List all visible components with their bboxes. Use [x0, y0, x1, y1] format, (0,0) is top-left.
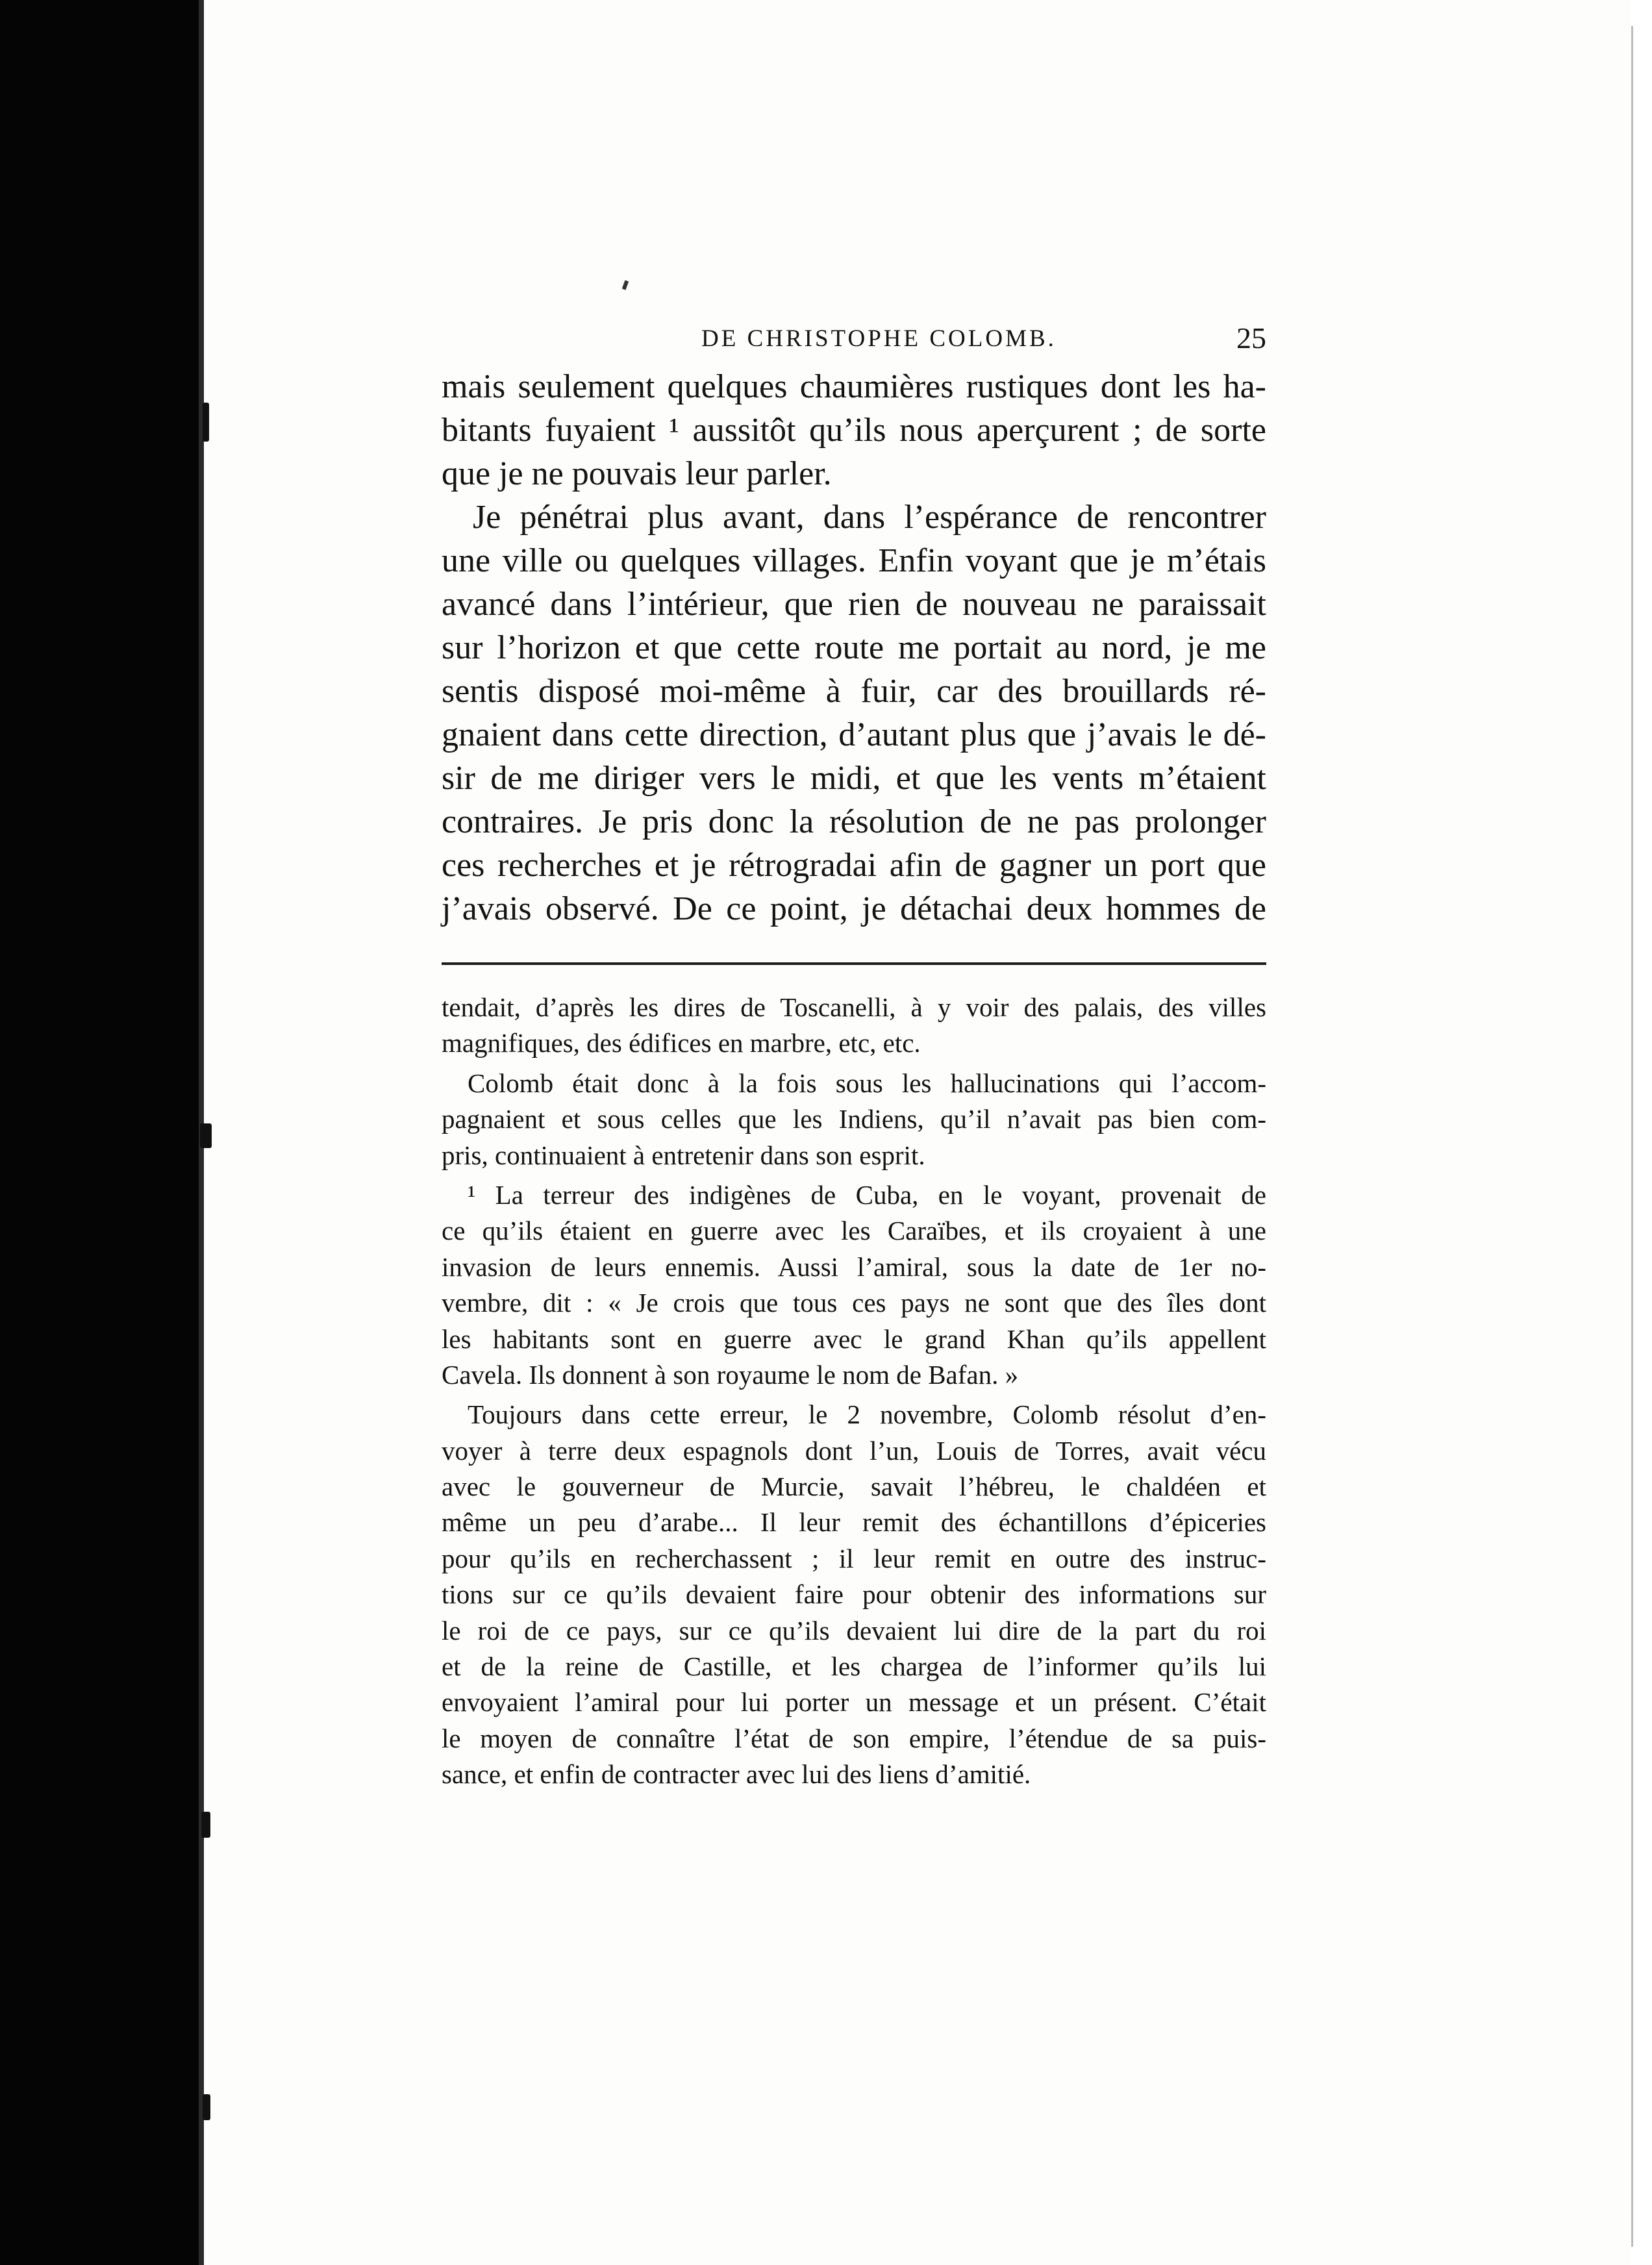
- footnote-line: pour qu’ils en recherchassent ; il leur remit en outre des instruc-: [442, 1543, 1266, 1573]
- footnote-line: et de la reine de Castille, et les chargea de l’informer qu’ils lui: [442, 1651, 1266, 1682]
- main-text-line: mais seulement quelques chaumières rustiques dont les ha-: [442, 368, 1266, 405]
- footnote-line: tions sur ce qu’ils devaient faire pour obtenir des informations sur: [442, 1579, 1266, 1610]
- main-text-line: que je ne pouvais leur parler.: [442, 455, 832, 492]
- main-text-line: j’avais observé. De ce point, je détachai deux hommes de: [442, 890, 1266, 927]
- main-text-line: bitants fuyaient ¹ aussitôt qu’ils nous aperçurent ; de sorte: [442, 412, 1266, 449]
- footnote-line: invasion de leurs ennemis. Aussi l’amiral, sous la date de 1er no-: [442, 1251, 1266, 1282]
- footnote-line: ce qu’ils étaient en guerre avec les Caraïbes, et ils croyaient à une: [442, 1216, 1266, 1246]
- main-text-line: contraires. Je pris donc la résolution de ne pas prolonger: [442, 803, 1266, 840]
- footnote-line: les habitants sont en guerre avec le grand Khan qu’ils appellent: [442, 1323, 1266, 1354]
- footnote-line: envoyaient l’amiral pour lui porter un message et un présent. C’était: [442, 1687, 1266, 1718]
- stray-ink-mark: [622, 280, 629, 290]
- binding-mark-2: [200, 1123, 212, 1148]
- footnote-line: ¹ La terreur des indigènes de Cuba, en le voyant, provenait de: [468, 1179, 1266, 1210]
- main-text-line: avancé dans l’intérieur, que rien de nouveau ne paraissait: [442, 586, 1266, 623]
- footnote-line: avec le gouverneur de Murcie, savait l’hébreu, le chaldéen et: [442, 1471, 1266, 1502]
- main-text: [442, 365, 1266, 931]
- main-text-line: une ville ou quelques villages. Enfin voyant que je m’étais: [442, 542, 1266, 579]
- footnote-line: Colomb était donc à la fois sous les hallucinations qui l’accom-: [468, 1068, 1266, 1098]
- main-text-line: sur l’horizon et que cette route me portait au nord, je me: [442, 629, 1266, 666]
- footnotes: [442, 990, 1266, 1793]
- footnote-line: magnifiques, des édifices en marbre, etc, etc.: [442, 1028, 921, 1058]
- footnote-line: pagnaient et sous celles que les Indiens, qu’il n’avait pas bien com-: [442, 1104, 1266, 1134]
- footnote-line: vembre, dit : « Je crois que tous ces pays ne sont que des îles dont: [442, 1288, 1266, 1318]
- footnote-line: Cavela. Ils donnent à son royaume le nom de Bafan. »: [442, 1359, 1019, 1390]
- main-text-line: ces recherches et je rétrogradai afin de gagner un port que: [442, 847, 1266, 884]
- main-text-line: Je pénétrai plus avant, dans l’espérance de rencontrer: [473, 499, 1266, 536]
- page-number: 25: [1236, 321, 1266, 355]
- footnote-line: tendait, d’après les dires de Toscanelli, à y voir des palais, des villes: [442, 992, 1266, 1022]
- binding-mark-4: [203, 2094, 210, 2120]
- scan-dark-margin: [0, 0, 203, 2265]
- scan-right-edge: [1631, 26, 1633, 2247]
- main-text-line: sir de me diriger vers le midi, et que les vents m’étaient: [442, 760, 1266, 797]
- running-head: [442, 321, 1266, 364]
- running-title: DE CHRISTOPHE COLOMB.: [701, 325, 1057, 352]
- footnote-line: le roi de ce pays, sur ce qu’ils devaient lui dire de la part du roi: [442, 1615, 1266, 1646]
- footnote-line: même un peu d’arabe... Il leur remit des échantillons d’épiceries: [442, 1507, 1266, 1538]
- footnote-separator-rule: [442, 962, 1266, 965]
- footnote-line: voyer à terre deux espagnols dont l’un, Louis de Torres, avait vécu: [442, 1435, 1266, 1466]
- binding-mark-3: [201, 1812, 210, 1838]
- binding-mark-1: [203, 403, 209, 442]
- footnote-line: pris, continuaient à entretenir dans son esprit.: [442, 1140, 925, 1170]
- footnote-line: le moyen de connaître l’état de son empire, l’étendue de sa puis-: [442, 1723, 1266, 1753]
- footnote-line: sance, et enfin de contracter avec lui des liens d’amitié.: [442, 1759, 1031, 1790]
- main-text-line: gnaient dans cette direction, d’autant plus que j’avais le dé-: [442, 716, 1266, 753]
- main-text-line: sentis disposé moi-même à fuir, car des brouillards ré-: [442, 673, 1266, 710]
- footnote-line: Toujours dans cette erreur, le 2 novembre, Colomb résolut d’en-: [468, 1399, 1266, 1430]
